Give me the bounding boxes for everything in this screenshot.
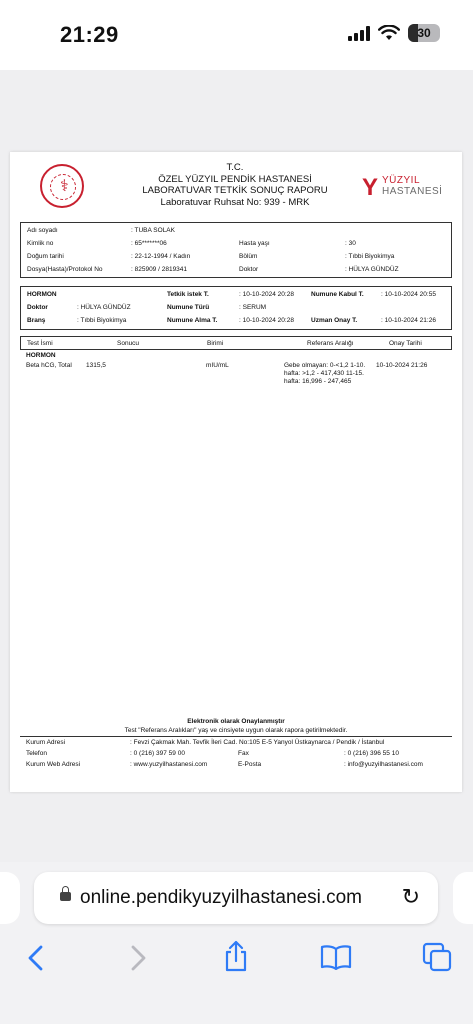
sample-doctor-label: Doktor [27, 304, 48, 311]
patient-id-label: Kimlik no [27, 240, 54, 247]
book-icon[interactable] [320, 944, 352, 970]
status-time: 21:29 [60, 22, 119, 47]
hospital-name: ÖZEL YÜZYIL PENDİK HASTANESİ [158, 173, 312, 185]
sample-group: HORMON [27, 291, 57, 298]
test-name: Beta hCG, Total [26, 362, 72, 369]
branch-label: Branş [27, 317, 46, 324]
ministry-logo [40, 164, 84, 208]
sample-doctor-value: : HÜLYA GÜNDÜZ [77, 304, 131, 311]
approve-date-label: Uzman Onay T. [311, 317, 358, 324]
next-tab-peek[interactable] [453, 872, 473, 924]
address-bar[interactable] [34, 872, 438, 924]
share-icon[interactable] [222, 940, 250, 972]
col-result: Sonucu [117, 340, 140, 347]
sample-taken-value: : 10-10-2024 20:28 [239, 317, 294, 324]
lock-icon [60, 892, 71, 901]
report-header [110, 162, 360, 208]
url-text[interactable]: online.pendikyuzyilhastanesi.com [80, 887, 362, 908]
patient-file-label: Dosya(Hasta)/Protokol No [27, 266, 103, 273]
col-reference: Referans Aralığı [307, 340, 354, 347]
patient-id-value: : 65*******06 [131, 240, 167, 247]
phone-value: : 0 (216) 397 59 00 [130, 750, 185, 757]
fax-label: Fax [238, 750, 249, 757]
website-value: : www.yuzyilhastanesi.com [130, 761, 208, 768]
results-group: HORMON [26, 352, 56, 359]
patient-dob-value: : 22-12-1994 / Kadın [131, 253, 191, 260]
reference-note: Test "Referans Aralıkları" yaş ve cinsiyete uygun olarak rapora getirilmektedir. [124, 727, 348, 734]
email-value: : info@yuzyilhastanesi.com [344, 761, 423, 768]
header-tc: T.C. [226, 162, 244, 173]
accept-date-label: Numune Kabul T. [311, 291, 364, 298]
patient-doctor-value: : HÜLYA GÜNDÜZ [345, 266, 399, 273]
accept-date-value: : 10-10-2024 20:55 [381, 291, 436, 298]
hospital-logo-sub: HASTANESİ [382, 186, 443, 197]
website-label: Kurum Web Adresi [26, 761, 81, 768]
wifi-icon [378, 25, 400, 41]
address-bar-area [0, 862, 473, 932]
branch-value: : Tıbbi Biyokimya [77, 317, 127, 324]
approval-text: Elektronik olarak Onaylanmıştır [187, 718, 285, 725]
request-date-label: Tetkik istek T. [167, 291, 209, 298]
col-test-name: Test İsmi [27, 340, 53, 347]
sample-type-label: Numune Türü [167, 304, 210, 311]
browser-toolbar [0, 932, 473, 1024]
phone-label: Telefon [26, 750, 47, 757]
sample-taken-label: Numune Alma T. [167, 317, 218, 324]
test-approve-date: 10-10-2024 21:26 [376, 362, 428, 369]
patient-dept-label: Bölüm [239, 253, 258, 260]
sample-info-box [20, 286, 452, 330]
sample-type-value: : SERUM [239, 304, 267, 311]
caduceus-icon: ⚕ [60, 178, 69, 195]
reference-line-3: hafta: 16,996 - 247,465 [284, 378, 352, 385]
patient-file-value: : 825909 / 2819341 [131, 266, 188, 273]
patient-doctor-label: Doktor [239, 266, 259, 273]
tabs-icon[interactable] [422, 942, 452, 972]
license-number: Laboratuvar Ruhsat No: 939 - MRK [160, 196, 310, 208]
cellular-signal-icon [348, 25, 370, 41]
address-value: : Fevzi Çakmak Mah. Tevfik İleri Cad. No:105 E-5 Yanyol Üstkaynarca / Pendik / İstanbul [130, 739, 385, 746]
chevron-right-icon[interactable] [128, 944, 148, 972]
approve-date-value: : 10-10-2024 21:26 [381, 317, 436, 324]
battery-icon [408, 24, 440, 42]
report-footer [20, 718, 452, 786]
reload-icon[interactable]: ↻ [401, 884, 420, 909]
report-title: LABORATUVAR TETKİK SONUÇ RAPORU [142, 185, 328, 196]
status-icons [348, 24, 437, 42]
patient-name-label: Adı soyadı [27, 227, 58, 234]
hospital-logo [362, 174, 454, 200]
document-viewer[interactable] [0, 70, 473, 862]
request-date-value: : 10-10-2024 20:28 [239, 291, 294, 298]
patient-info-box [20, 222, 452, 278]
previous-tab-peek[interactable] [0, 872, 20, 924]
hospital-logo-mark: Y [362, 174, 379, 201]
reference-line-2: hafta: >1,2 - 417,430 11-15. [284, 370, 364, 377]
test-unit: mIU/mL [206, 362, 229, 369]
results-body [20, 352, 452, 392]
patient-age-label: Hasta yaşı [239, 240, 270, 247]
email-label: E-Posta [238, 761, 262, 768]
patient-dept-value: : Tıbbi Biyokimya [345, 253, 395, 260]
col-unit: Birimi [207, 340, 224, 347]
patient-dob-label: Doğum tarihi [27, 253, 64, 260]
reference-line-1: Gebe olmayan: 0-<1,2 1-10. [284, 362, 366, 369]
results-header [20, 336, 452, 350]
col-approve-date: Onay Tarihi [389, 340, 422, 347]
chevron-left-icon[interactable] [26, 944, 46, 972]
address-label: Kurum Adresi [26, 739, 66, 746]
test-result: 1315,5 [86, 362, 106, 369]
status-bar [0, 0, 473, 70]
patient-age-value: : 30 [345, 240, 356, 247]
hospital-logo-brand: YÜZYIL [382, 175, 421, 186]
battery-level: 30 [417, 26, 431, 40]
patient-name-value: : TUBA SOLAK [131, 227, 175, 234]
lab-report-page [10, 152, 462, 792]
fax-value: : 0 (216) 396 55 10 [344, 750, 399, 757]
